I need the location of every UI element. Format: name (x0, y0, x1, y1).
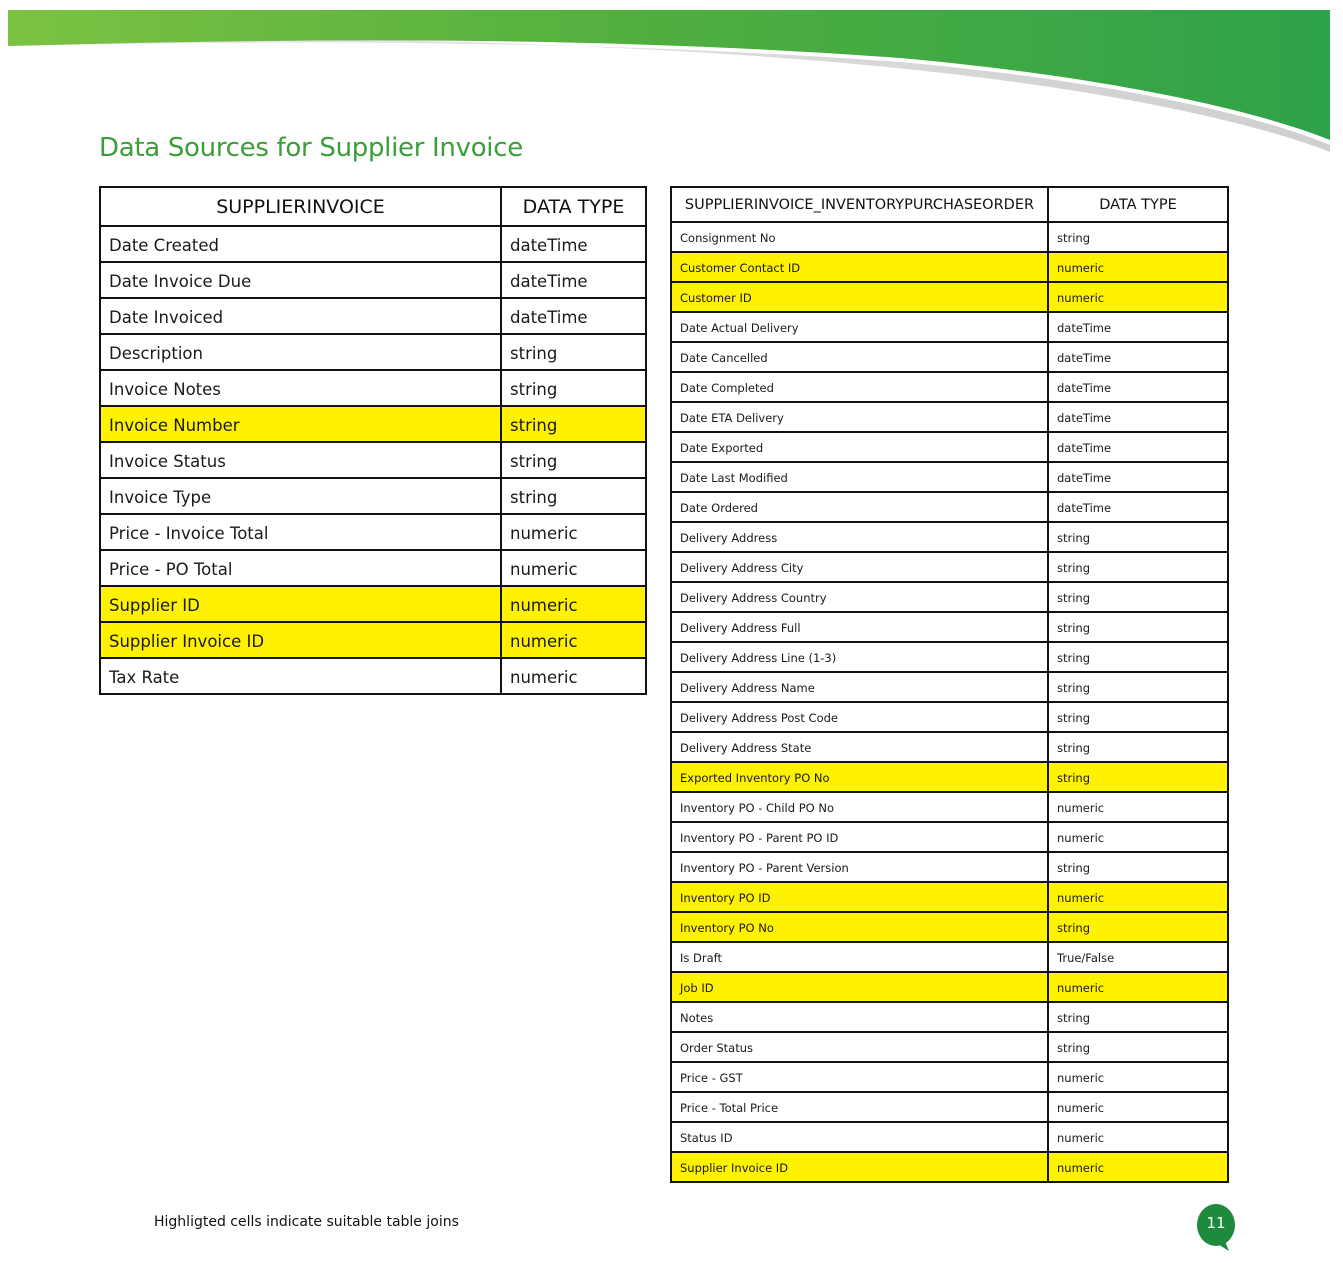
table-row (671, 1062, 1228, 1092)
data-type-cell: string (501, 370, 646, 406)
data-type-cell: dateTime (1048, 312, 1228, 342)
data-type-cell: dateTime (501, 226, 646, 262)
data-type-cell: numeric (501, 658, 646, 694)
table-row (100, 334, 646, 370)
field-name-cell: Date Created (100, 226, 501, 262)
table-row (100, 514, 646, 550)
supplierinvoice-table (99, 186, 647, 695)
supplierinvoice-table-body (100, 226, 646, 694)
data-type-cell: string (1048, 222, 1228, 252)
field-name-cell: Supplier Invoice ID (671, 1152, 1048, 1182)
field-name-cell: Delivery Address Line (1-3) (671, 642, 1048, 672)
data-type-cell: string (1048, 642, 1228, 672)
data-type-cell: numeric (1048, 822, 1228, 852)
field-name-cell: Consignment No (671, 222, 1048, 252)
data-type-cell: numeric (1048, 882, 1228, 912)
table-row (671, 252, 1228, 282)
table-row (671, 342, 1228, 372)
field-name-cell: Date Invoiced (100, 298, 501, 334)
field-name-cell: Delivery Address Country (671, 582, 1048, 612)
table-row (671, 552, 1228, 582)
field-name-cell: Notes (671, 1002, 1048, 1032)
page-title: Data Sources for Supplier Invoice (99, 133, 523, 163)
data-type-cell: string (501, 334, 646, 370)
field-name-cell: Description (100, 334, 501, 370)
data-type-cell: string (501, 478, 646, 514)
table-row (100, 370, 646, 406)
field-name-cell: Delivery Address (671, 522, 1048, 552)
field-name-cell: Date Exported (671, 432, 1048, 462)
data-type-cell: dateTime (1048, 402, 1228, 432)
table-row (671, 882, 1228, 912)
data-type-cell: numeric (1048, 252, 1228, 282)
supplierinvoice-inventorypurchaseorder-table-body (671, 222, 1228, 1182)
table-row (671, 1002, 1228, 1032)
data-type-cell: string (1048, 702, 1228, 732)
field-name-cell: Inventory PO - Parent PO ID (671, 822, 1048, 852)
field-name-cell: Tax Rate (100, 658, 501, 694)
data-type-cell: dateTime (1048, 342, 1228, 372)
data-type-cell: string (1048, 582, 1228, 612)
data-type-cell: string (501, 406, 646, 442)
table-row (671, 462, 1228, 492)
table-row (100, 442, 646, 478)
table-row (671, 672, 1228, 702)
field-name-cell: Inventory PO - Child PO No (671, 792, 1048, 822)
table-row (671, 822, 1228, 852)
data-type-cell: dateTime (1048, 492, 1228, 522)
data-type-cell: string (1048, 1002, 1228, 1032)
data-type-cell: dateTime (501, 298, 646, 334)
table-row (100, 262, 646, 298)
table-row (100, 658, 646, 694)
field-name-cell: Price - Total Price (671, 1092, 1048, 1122)
table-row (671, 972, 1228, 1002)
table-header-row (671, 187, 1228, 222)
field-name-cell: Supplier Invoice ID (100, 622, 501, 658)
table-row (671, 1092, 1228, 1122)
field-name-cell: Date ETA Delivery (671, 402, 1048, 432)
data-type-cell: numeric (1048, 1122, 1228, 1152)
table-row (671, 1122, 1228, 1152)
table-header-row (100, 187, 646, 226)
field-name-cell: Delivery Address State (671, 732, 1048, 762)
column-header-field: SUPPLIERINVOICE_INVENTORYPURCHASEORDER (671, 187, 1048, 222)
data-type-cell: numeric (1048, 1152, 1228, 1182)
field-name-cell: Inventory PO - Parent Version (671, 852, 1048, 882)
field-name-cell: Inventory PO ID (671, 882, 1048, 912)
table-row (100, 586, 646, 622)
table-row (671, 702, 1228, 732)
table-row (671, 402, 1228, 432)
data-type-cell: dateTime (1048, 462, 1228, 492)
field-name-cell: Status ID (671, 1122, 1048, 1152)
data-type-cell: numeric (501, 514, 646, 550)
data-type-cell: numeric (1048, 1062, 1228, 1092)
field-name-cell: Customer Contact ID (671, 252, 1048, 282)
field-name-cell: Invoice Type (100, 478, 501, 514)
field-name-cell: Invoice Number (100, 406, 501, 442)
table-row (671, 732, 1228, 762)
field-name-cell: Price - GST (671, 1062, 1048, 1092)
data-type-cell: numeric (1048, 282, 1228, 312)
table-row (100, 406, 646, 442)
data-type-cell: numeric (1048, 1092, 1228, 1122)
data-type-cell: string (501, 442, 646, 478)
table-row (671, 792, 1228, 822)
data-type-cell: numeric (501, 586, 646, 622)
table-row (671, 762, 1228, 792)
supplierinvoice-inventorypurchaseorder-table (670, 186, 1229, 1183)
data-type-cell: numeric (501, 622, 646, 658)
data-type-cell: string (1048, 762, 1228, 792)
field-name-cell: Invoice Status (100, 442, 501, 478)
data-type-cell: dateTime (1048, 432, 1228, 462)
data-type-cell: dateTime (501, 262, 646, 298)
column-header-data-type: DATA TYPE (1048, 187, 1228, 222)
column-header-field: SUPPLIERINVOICE (100, 187, 501, 226)
table-row (671, 492, 1228, 522)
data-type-cell: dateTime (1048, 372, 1228, 402)
table-row (671, 432, 1228, 462)
data-type-cell: string (1048, 1032, 1228, 1062)
data-type-cell: True/False (1048, 942, 1228, 972)
field-name-cell: Delivery Address Post Code (671, 702, 1048, 732)
table-row (100, 550, 646, 586)
table-row (671, 942, 1228, 972)
data-type-cell: string (1048, 852, 1228, 882)
footer-note: Highligted cells indicate suitable table joins (154, 1214, 459, 1230)
table-row (671, 222, 1228, 252)
table-row (671, 912, 1228, 942)
data-type-cell: string (1048, 522, 1228, 552)
field-name-cell: Date Actual Delivery (671, 312, 1048, 342)
data-type-cell: string (1048, 912, 1228, 942)
table-row (671, 1032, 1228, 1062)
field-name-cell: Date Cancelled (671, 342, 1048, 372)
data-type-cell: numeric (1048, 972, 1228, 1002)
field-name-cell: Price - PO Total (100, 550, 501, 586)
field-name-cell: Date Invoice Due (100, 262, 501, 298)
data-type-cell: string (1048, 552, 1228, 582)
table-row (671, 582, 1228, 612)
field-name-cell: Job ID (671, 972, 1048, 1002)
column-header-data-type: DATA TYPE (501, 187, 646, 226)
table-row (100, 622, 646, 658)
table-row (671, 312, 1228, 342)
field-name-cell: Date Last Modified (671, 462, 1048, 492)
page-number: 11 (1206, 1214, 1226, 1232)
table-row (671, 522, 1228, 552)
field-name-cell: Order Status (671, 1032, 1048, 1062)
table-row (671, 642, 1228, 672)
field-name-cell: Supplier ID (100, 586, 501, 622)
table-row (100, 478, 646, 514)
data-type-cell: string (1048, 672, 1228, 702)
table-row (671, 372, 1228, 402)
field-name-cell: Date Completed (671, 372, 1048, 402)
field-name-cell: Inventory PO No (671, 912, 1048, 942)
field-name-cell: Delivery Address Name (671, 672, 1048, 702)
table-row (100, 226, 646, 262)
field-name-cell: Is Draft (671, 942, 1048, 972)
field-name-cell: Exported Inventory PO No (671, 762, 1048, 792)
field-name-cell: Delivery Address Full (671, 612, 1048, 642)
table-row (100, 298, 646, 334)
field-name-cell: Date Ordered (671, 492, 1048, 522)
field-name-cell: Customer ID (671, 282, 1048, 312)
table-row (671, 612, 1228, 642)
field-name-cell: Delivery Address City (671, 552, 1048, 582)
table-row (671, 1152, 1228, 1182)
data-type-cell: string (1048, 732, 1228, 762)
field-name-cell: Price - Invoice Total (100, 514, 501, 550)
data-type-cell: numeric (501, 550, 646, 586)
table-row (671, 852, 1228, 882)
table-row (671, 282, 1228, 312)
data-type-cell: numeric (1048, 792, 1228, 822)
field-name-cell: Invoice Notes (100, 370, 501, 406)
data-type-cell: string (1048, 612, 1228, 642)
